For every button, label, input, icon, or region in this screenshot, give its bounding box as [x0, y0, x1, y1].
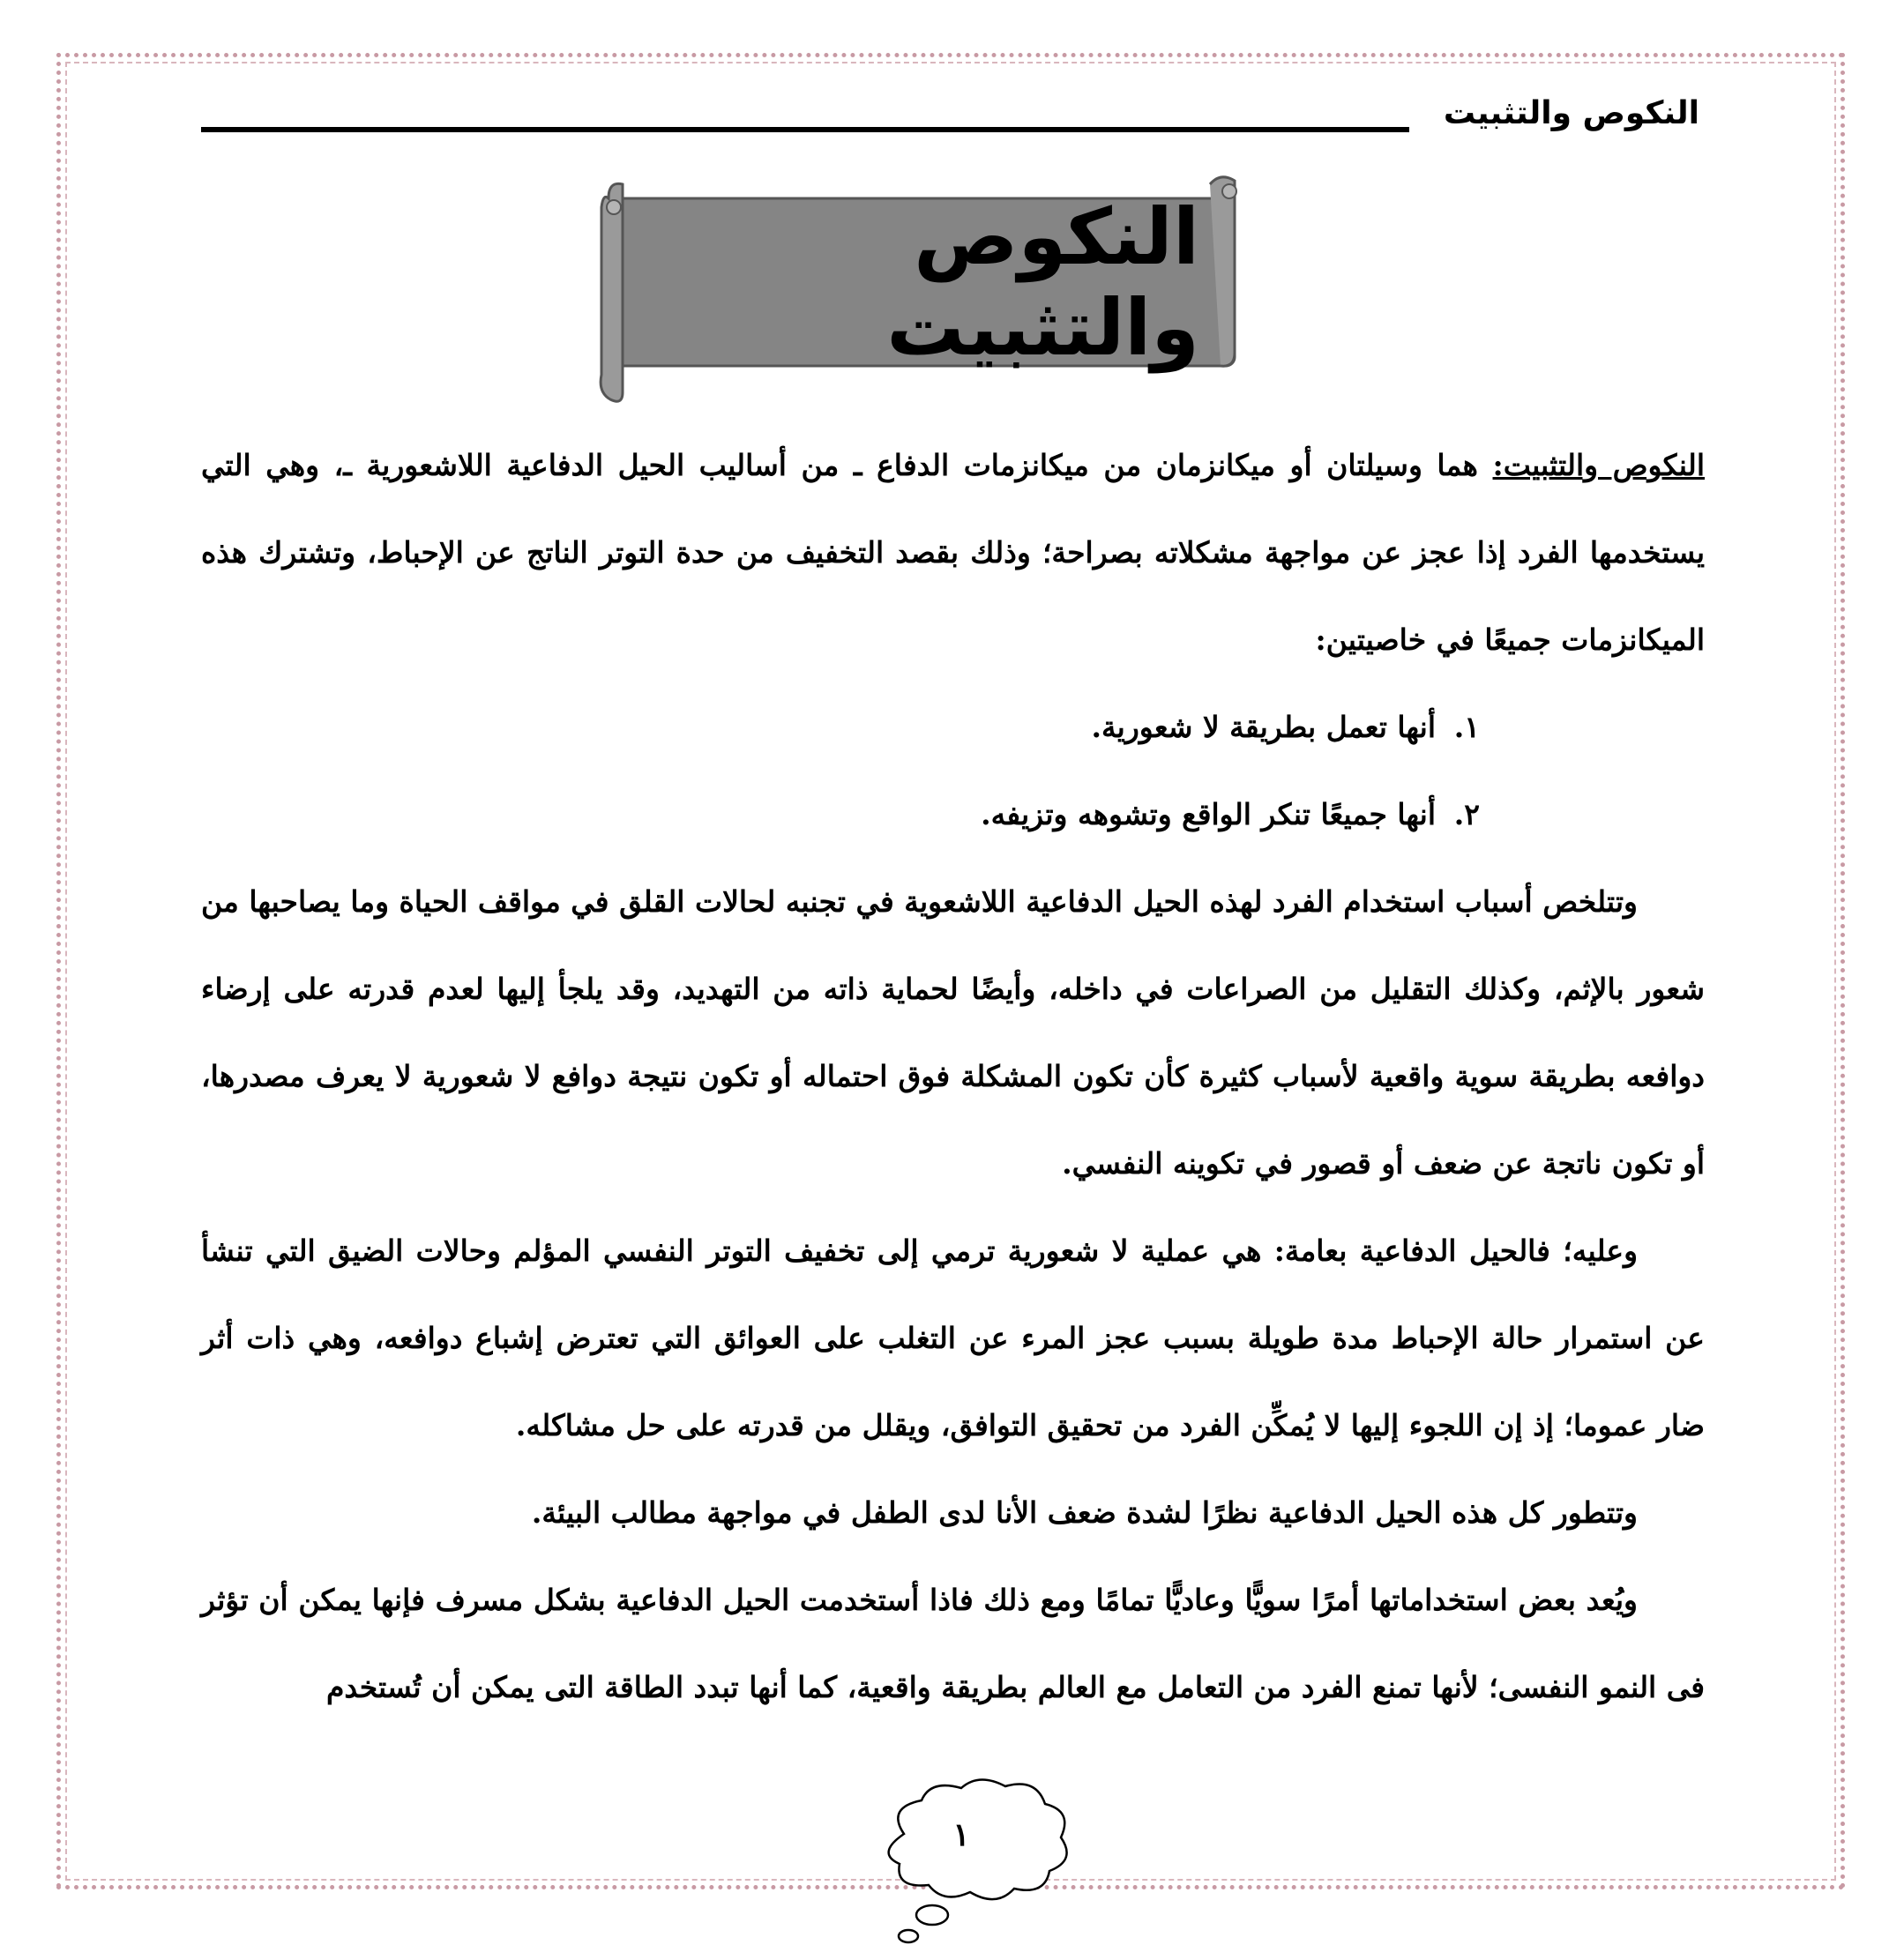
page-number: ١	[952, 1816, 970, 1853]
header-rule	[201, 127, 1409, 132]
list-item	[201, 771, 1705, 858]
page-number-cloud-icon	[869, 1772, 1080, 1945]
intro-text: هما وسيلتان أو ميكانزمان من ميكانزمات الدفاع ـ من أساليب الحيل الدفاعية اللاشعورية ـ، وهي التي يستخدمها الفرد إذا عجز عن مواجهة مشكلاته بصراحة؛ وذلك بقصد التخفيف من حدة التوتر الناتج عن الإحباط، وتشترك هذه الميكانزمات جميعًا في خاصيتين:	[201, 448, 1705, 657]
banner-title: النكوص والتثبيت	[886, 191, 1199, 373]
intro-paragraph	[201, 421, 1705, 683]
running-header-title: النكوص والتثبيت	[1443, 95, 1699, 131]
paragraph-development: وتتطور كل هذه الحيل الدفاعية نظرًا لشدة ضعف الأنا لدى الطفل في مواجهة مطالب البيئة.	[531, 1495, 1638, 1530]
main-content	[201, 421, 1705, 1731]
list-number: ٢.	[1453, 797, 1480, 831]
paragraph-definition: وعليه؛ فالحيل الدفاعية بعامة: هي عملية لا شعورية ترمي إلى تخفيف التوتر النفسي المؤلم وحالات الضيق التي تنشأ عن استمرار حالة الإحباط مدة طويلة بسبب عجز المرء عن التغلب على العوائق التي تعترض إشباع دوافعه، وهي ذات أثر ضار عموما؛ إذ إن اللجوء إليها لا يُمكِّن الفرد من تحقيق التوافق، ويقلل من قدرته على حل مشاكله.	[201, 1233, 1705, 1442]
list-number: ١.	[1453, 710, 1480, 744]
list-text: أنها تعمل بطريقة لا شعورية.	[1091, 710, 1436, 744]
running-header	[1444, 95, 1699, 131]
list-text: أنها جميعًا تنكر الواقع وتشوهه وتزيفه.	[981, 797, 1436, 831]
paragraph-usage: ويُعد بعض استخداماتها أمرًا سويًّا وعاديًّا تمامًا ومع ذلك فاذا أستخدمت الحيل الدفاعية بشكل مسرف فإنها يمكن أن تؤثر فى النمو النفسى؛ لأنها تمنع الفرد من التعامل مع العالم بطريقة واقعية، كما أنها تبدد الطاقة التى يمكن أن تُستخدم	[201, 1583, 1705, 1704]
list-item	[201, 683, 1705, 771]
paragraph-reasons: وتتلخص أسباب استخدام الفرد لهذه الحيل الدفاعية اللاشعوية في تجنبه لحالات القلق في مواقف الحياة وما يصاحبها من شعور بالإثم، وكذلك التقليل من الصراعات في داخله، وأيضًا لحماية ذاته من التهديد، وقد يلجأ إليها لعدم قدرته على إرضاء دوافعه بطريقة سوية واقعية لأسباب كثيرة كأن تكون المشكلة فوق احتماله أو تكون نتيجة دوافع لا شعورية لا يعرف مصدرها، أو تكون ناتجة عن ضعف أو قصور في تكوينه النفسي.	[201, 884, 1705, 1181]
intro-term: النكوص والتثبيت:	[1492, 448, 1705, 482]
